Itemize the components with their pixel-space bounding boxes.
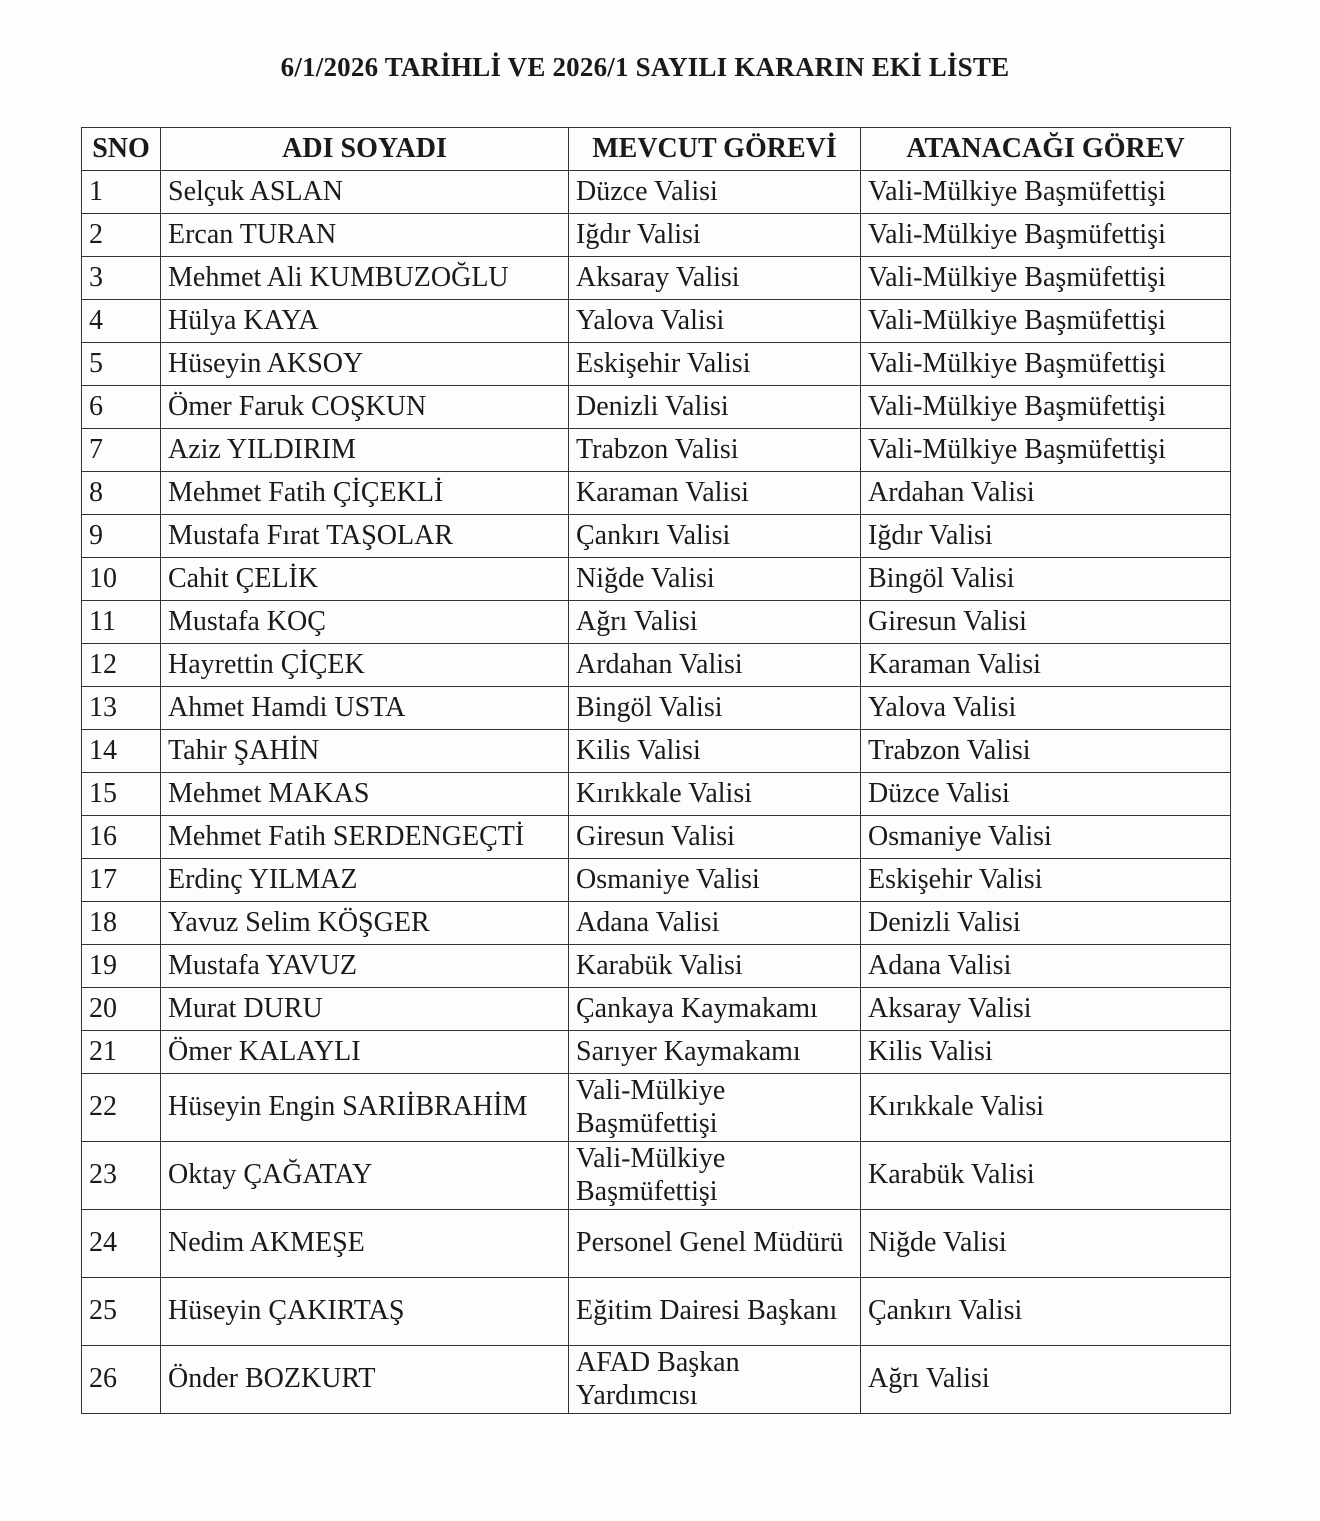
cell-name: Murat DURU: [161, 988, 569, 1031]
cell-current-duty: Düzce Valisi: [569, 171, 861, 214]
cell-name: Aziz YILDIRIM: [161, 429, 569, 472]
cell-current-duty: Yalova Valisi: [569, 300, 861, 343]
cell-current-duty: Ağrı Valisi: [569, 601, 861, 644]
cell-sno: 4: [82, 300, 161, 343]
cell-new-duty: Vali-Mülkiye Başmüfettişi: [861, 171, 1231, 214]
cell-new-duty: Bingöl Valisi: [861, 558, 1231, 601]
table-row: [82, 515, 1231, 558]
cell-name: Mustafa Fırat TAŞOLAR: [161, 515, 569, 558]
table-row: [82, 902, 1231, 945]
table-row: [82, 988, 1231, 1031]
table-row: [82, 300, 1231, 343]
table-row: [82, 1346, 1231, 1414]
cell-new-duty: Niğde Valisi: [861, 1210, 1231, 1278]
cell-name: Hülya KAYA: [161, 300, 569, 343]
document-title: 6/1/2026 TARİHLİ VE 2026/1 SAYILI KARARIN EKİ LİSTE: [280, 52, 1010, 82]
table-row: [82, 945, 1231, 988]
cell-name: Ahmet Hamdi USTA: [161, 687, 569, 730]
cell-new-duty: Kilis Valisi: [861, 1031, 1231, 1074]
cell-new-duty: Ağrı Valisi: [861, 1346, 1231, 1414]
cell-new-duty: Çankırı Valisi: [861, 1278, 1231, 1346]
table-row: [82, 773, 1231, 816]
table-row: [82, 859, 1231, 902]
cell-sno: 11: [82, 601, 161, 644]
cell-sno: 18: [82, 902, 161, 945]
header-sno: SNO: [82, 128, 161, 171]
cell-current-duty: Çankırı Valisi: [569, 515, 861, 558]
cell-name: Önder BOZKURT: [161, 1346, 569, 1414]
cell-new-duty: Aksaray Valisi: [861, 988, 1231, 1031]
cell-new-duty: Kırıkkale Valisi: [861, 1074, 1231, 1142]
cell-current-duty: Vali-Mülkiye Başmüfettişi: [569, 1074, 861, 1142]
table-row: [82, 687, 1231, 730]
cell-current-duty: Kırıkkale Valisi: [569, 773, 861, 816]
cell-name: Hüseyin ÇAKIRTAŞ: [161, 1278, 569, 1346]
cell-new-duty: Osmaniye Valisi: [861, 816, 1231, 859]
appointment-table: [81, 127, 1231, 1414]
table-body: [82, 171, 1231, 1414]
cell-name: Mehmet MAKAS: [161, 773, 569, 816]
cell-new-duty: Vali-Mülkiye Başmüfettişi: [861, 386, 1231, 429]
cell-current-duty: Trabzon Valisi: [569, 429, 861, 472]
cell-name: Oktay ÇAĞATAY: [161, 1142, 569, 1210]
table-row: [82, 171, 1231, 214]
cell-new-duty: Karaman Valisi: [861, 644, 1231, 687]
cell-sno: 6: [82, 386, 161, 429]
cell-new-duty: Iğdır Valisi: [861, 515, 1231, 558]
cell-name: Mehmet Fatih ÇİÇEKLİ: [161, 472, 569, 515]
cell-sno: 14: [82, 730, 161, 773]
cell-sno: 26: [82, 1346, 161, 1414]
cell-new-duty: Trabzon Valisi: [861, 730, 1231, 773]
cell-current-duty: Bingöl Valisi: [569, 687, 861, 730]
cell-sno: 13: [82, 687, 161, 730]
cell-sno: 10: [82, 558, 161, 601]
cell-new-duty: Yalova Valisi: [861, 687, 1231, 730]
cell-new-duty: Eskişehir Valisi: [861, 859, 1231, 902]
cell-sno: 7: [82, 429, 161, 472]
cell-sno: 21: [82, 1031, 161, 1074]
cell-new-duty: Vali-Mülkiye Başmüfettişi: [861, 429, 1231, 472]
header-new-duty: ATANACAĞI GÖREV: [861, 128, 1231, 171]
cell-name: Ömer Faruk COŞKUN: [161, 386, 569, 429]
table-row: [82, 257, 1231, 300]
cell-sno: 8: [82, 472, 161, 515]
table-row: [82, 472, 1231, 515]
cell-current-duty: Eskişehir Valisi: [569, 343, 861, 386]
cell-name: Nedim AKMEŞE: [161, 1210, 569, 1278]
cell-name: Hüseyin Engin SARIİBRAHİM: [161, 1074, 569, 1142]
cell-current-duty: Niğde Valisi: [569, 558, 861, 601]
cell-new-duty: Vali-Mülkiye Başmüfettişi: [861, 343, 1231, 386]
table-row: [82, 429, 1231, 472]
cell-current-duty: Eğitim Dairesi Başkanı: [569, 1278, 861, 1346]
cell-current-duty: Aksaray Valisi: [569, 257, 861, 300]
cell-current-duty: AFAD Başkan Yardımcısı: [569, 1346, 861, 1414]
cell-name: Mustafa KOÇ: [161, 601, 569, 644]
table-header-row: [82, 128, 1231, 171]
cell-name: Ercan TURAN: [161, 214, 569, 257]
cell-current-duty: Denizli Valisi: [569, 386, 861, 429]
cell-sno: 9: [82, 515, 161, 558]
table-row: [82, 1210, 1231, 1278]
cell-sno: 2: [82, 214, 161, 257]
cell-current-duty: Sarıyer Kaymakamı: [569, 1031, 861, 1074]
table-row: [82, 644, 1231, 687]
table-row: [82, 343, 1231, 386]
cell-name: Hayrettin ÇİÇEK: [161, 644, 569, 687]
header-current-duty: MEVCUT GÖREVİ: [569, 128, 861, 171]
table-row: [82, 558, 1231, 601]
cell-current-duty: Vali-Mülkiye Başmüfettişi: [569, 1142, 861, 1210]
cell-sno: 24: [82, 1210, 161, 1278]
cell-sno: 17: [82, 859, 161, 902]
cell-sno: 3: [82, 257, 161, 300]
cell-new-duty: Vali-Mülkiye Başmüfettişi: [861, 257, 1231, 300]
cell-name: Mehmet Ali KUMBUZOĞLU: [161, 257, 569, 300]
table-row: [82, 1074, 1231, 1142]
table-row: [82, 1031, 1231, 1074]
cell-sno: 5: [82, 343, 161, 386]
table-row: [82, 730, 1231, 773]
cell-sno: 15: [82, 773, 161, 816]
cell-name: Hüseyin AKSOY: [161, 343, 569, 386]
cell-current-duty: Osmaniye Valisi: [569, 859, 861, 902]
cell-current-duty: Giresun Valisi: [569, 816, 861, 859]
cell-name: Mustafa YAVUZ: [161, 945, 569, 988]
cell-sno: 19: [82, 945, 161, 988]
cell-sno: 22: [82, 1074, 161, 1142]
cell-current-duty: Çankaya Kaymakamı: [569, 988, 861, 1031]
cell-sno: 12: [82, 644, 161, 687]
cell-name: Cahit ÇELİK: [161, 558, 569, 601]
cell-current-duty: Karabük Valisi: [569, 945, 861, 988]
cell-current-duty: Personel Genel Müdürü: [569, 1210, 861, 1278]
cell-new-duty: Vali-Mülkiye Başmüfettişi: [861, 214, 1231, 257]
cell-name: Tahir ŞAHİN: [161, 730, 569, 773]
cell-current-duty: Adana Valisi: [569, 902, 861, 945]
cell-new-duty: Adana Valisi: [861, 945, 1231, 988]
cell-current-duty: Kilis Valisi: [569, 730, 861, 773]
cell-new-duty: Denizli Valisi: [861, 902, 1231, 945]
cell-new-duty: Vali-Mülkiye Başmüfettişi: [861, 300, 1231, 343]
cell-sno: 20: [82, 988, 161, 1031]
cell-name: Erdinç YILMAZ: [161, 859, 569, 902]
table-row: [82, 601, 1231, 644]
cell-sno: 16: [82, 816, 161, 859]
cell-name: Ömer KALAYLI: [161, 1031, 569, 1074]
cell-sno: 1: [82, 171, 161, 214]
cell-new-duty: Karabük Valisi: [861, 1142, 1231, 1210]
cell-new-duty: Giresun Valisi: [861, 601, 1231, 644]
table-row: [82, 1142, 1231, 1210]
table-row: [82, 386, 1231, 429]
table-row: [82, 214, 1231, 257]
cell-new-duty: Ardahan Valisi: [861, 472, 1231, 515]
cell-current-duty: Karaman Valisi: [569, 472, 861, 515]
cell-name: Mehmet Fatih SERDENGEÇTİ: [161, 816, 569, 859]
cell-new-duty: Düzce Valisi: [861, 773, 1231, 816]
table-row: [82, 816, 1231, 859]
cell-sno: 23: [82, 1142, 161, 1210]
cell-name: Selçuk ASLAN: [161, 171, 569, 214]
table-row: [82, 1278, 1231, 1346]
cell-current-duty: Ardahan Valisi: [569, 644, 861, 687]
cell-name: Yavuz Selim KÖŞGER: [161, 902, 569, 945]
cell-sno: 25: [82, 1278, 161, 1346]
cell-current-duty: Iğdır Valisi: [569, 214, 861, 257]
header-name: ADI SOYADI: [161, 128, 569, 171]
